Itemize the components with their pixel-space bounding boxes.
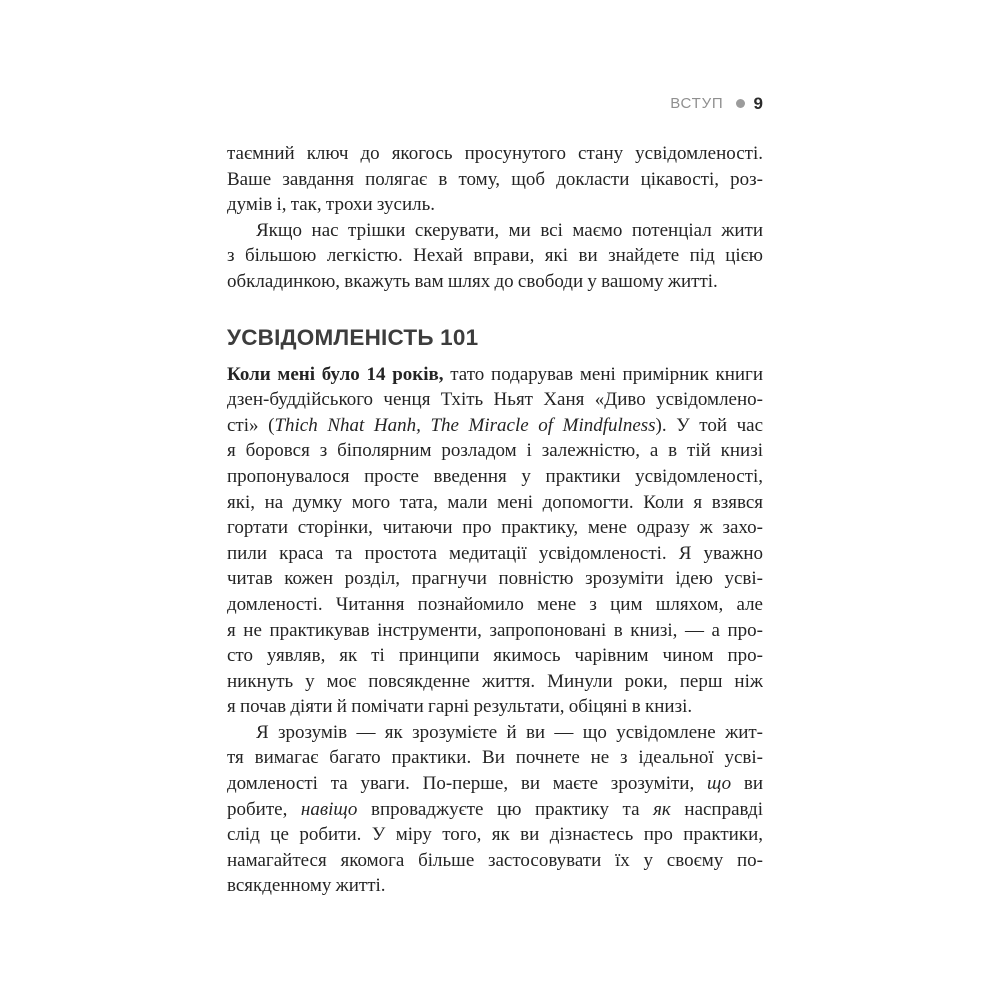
text-line: я боровся з біполярним розладом і залежністю, а в тій книзі (227, 440, 763, 462)
separator-dot-icon (736, 99, 745, 108)
text-line: никнуть у моє повсякденне життя. Минули роки, перш ніж (227, 670, 763, 692)
text-line: гортати сторінки, читаючи про практику, мене одразу ж захо- (227, 517, 763, 539)
text-line: Я зрозумів — як зрозумієте й ви — що усвідомлене жит- (256, 721, 763, 743)
text-line: думів і, так, трохи зусиль. (227, 194, 436, 216)
header-section-title: ВСТУП (670, 95, 724, 112)
text-line: слід це робити. У міру того, як ви дізнаєтесь про практики, (227, 824, 763, 846)
text-line: дзен-буддійського ченця Тхіть Ньят Ханя «Диво усвідомлено- (227, 389, 763, 411)
text-line: домленості та уваги. По-перше, ви маєте зрозуміти, що ви (227, 773, 763, 795)
running-header (227, 95, 763, 113)
text-line: намагайтеся якомога більше застосовувати їх у своєму по- (227, 849, 763, 871)
text-line: пропонувалося просте введення у практики усвідомленості, (227, 465, 763, 487)
text-line: які, на думку мого тата, мали мені допомогти. Коли я взявся (227, 491, 763, 513)
text-line: тя вимагає багато практики. Ви почнете не з ідеальної усві- (227, 747, 763, 769)
text-line: пили краса та простота медитації усвідомленості. Я уважно (227, 542, 763, 564)
text-line: домленості. Читання познайомило мене з цим шляхом, але (227, 593, 763, 615)
header-page-number: 9 (753, 94, 763, 113)
text-line: Коли мені було 14 років, тато подарував мені примірник книги (227, 363, 763, 385)
text-line: сто уявляв, як ті принципи якимось чарівним чином про- (227, 645, 763, 667)
text-line: я не практикував інструменти, запропоновані в книзі, — а про- (227, 619, 763, 641)
section-heading: УСВІДОМЛЕНІСТЬ 101 (227, 324, 479, 350)
text-line: всякденному житті. (227, 875, 386, 897)
text-line: робите, навіщо впроваджуєте цю практику та як насправді (227, 798, 763, 820)
text-line: з більшою легкістю. Нехай вправи, які ви знайдете під цією (227, 245, 763, 267)
text-line: я почав діяти й помічати гарні результати, обіцяні в книзі. (227, 696, 693, 718)
body-text (227, 141, 763, 899)
text-line: сті» (Thich Nhat Hanh, The Miracle of Mindfulness). У той час (227, 414, 763, 436)
text-line: таємний ключ до якогось просунутого стану усвідомленості. (227, 143, 763, 164)
text-line: Ваше завдання полягає в тому, щоб докласти цікавості, роз- (227, 168, 763, 190)
text-line: Якщо нас трішки скерувати, ми всі маємо потенціал жити (256, 219, 763, 241)
text-line: читав кожен розділ, прагнучи повністю зрозуміти ідею усві- (227, 568, 763, 590)
text-line: обкладинкою, вкажуть вам шлях до свободи у вашому житті. (227, 270, 718, 292)
